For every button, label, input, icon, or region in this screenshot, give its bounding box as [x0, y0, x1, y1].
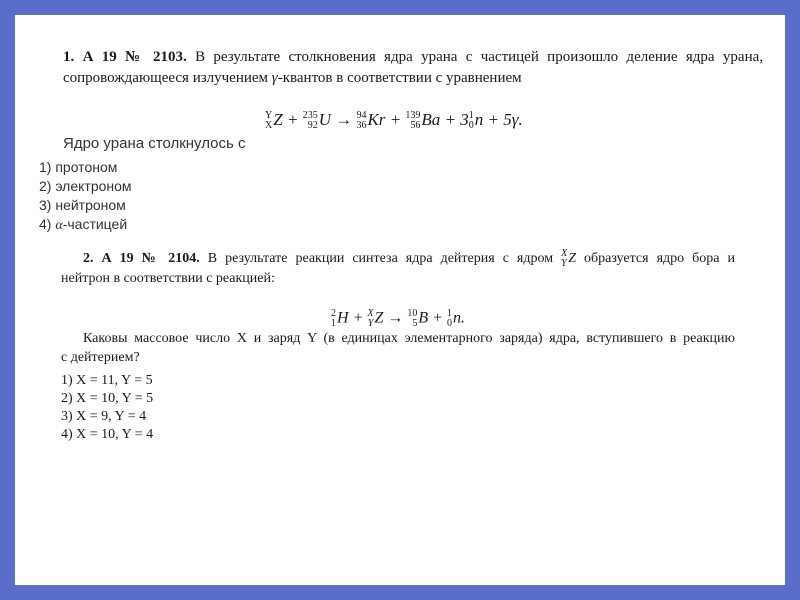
q1-eq-plus1: + — [282, 110, 303, 129]
q1-text-line2 — [63, 68, 522, 88]
q1-alpha-symbol: α — [55, 218, 63, 233]
q1-eq-n-indices — [469, 111, 474, 131]
q2-text-part2: образуется ядро бора и — [576, 251, 735, 267]
q2-eq-arrow: → — [383, 309, 408, 327]
q2-text-line1 — [83, 249, 735, 269]
q1-eq-n-bot: 0 — [468, 120, 474, 132]
q2-text-part1: В результате реакции синтеза ядра дейтерия с ядром — [207, 251, 562, 267]
q1-eq-z-indices — [265, 111, 272, 131]
q2-nucleus-sym: Z — [568, 251, 576, 267]
q2-eq-b-indices — [407, 309, 417, 329]
document-page — [15, 15, 785, 585]
q1-eq-kr-top: 94 — [356, 110, 367, 122]
q1-answer-4-text: -частицей — [62, 216, 128, 232]
q1-answers — [39, 158, 132, 235]
q1-answer-1: 1) протоном — [39, 159, 118, 175]
q2-eq-plus1: + — [348, 309, 368, 327]
q2-prompt-line2: с дейтерием? — [61, 350, 140, 365]
q1-eq-ba-top: 139 — [405, 110, 421, 122]
q1-text-part2: сопровождающееся излучением — [63, 70, 272, 86]
q1-prompt: Ядро урана столкнулось с — [63, 135, 246, 152]
q1-answer-4-num: 4) — [39, 216, 56, 232]
q1-eq-kr-sym: Kr — [367, 110, 386, 129]
q1-equation — [265, 110, 523, 131]
q1-heading: 1. А 19 № 2103. — [63, 49, 187, 65]
q1-eq-plus3: + 3 — [440, 110, 469, 129]
q1-eq-ba-indices — [405, 111, 420, 131]
q2-eq-n-sym: n. — [452, 309, 465, 327]
q2-prompt-line1: Каковы массовое число X и заряд Y (в единицах элементарного заряда) ядра, вступившего в реакцию — [83, 331, 735, 346]
q2-heading: 2. А 19 № 2104. — [83, 251, 200, 267]
q1-eq-ba-sym: Ba — [421, 110, 441, 129]
q1-eq-z-bot: X — [265, 120, 273, 132]
q2-text-line2: нейтрон в соответствии с реакцией: — [61, 271, 275, 286]
q2-eq-z-top: X — [367, 308, 374, 319]
q2-nucleus-bot: Y — [561, 258, 567, 269]
q2-eq-h-top: 2 — [331, 308, 336, 319]
q2-equation — [331, 309, 465, 329]
q1-eq-u-bot: 92 — [307, 120, 318, 132]
q1-eq-plus2: + — [385, 110, 406, 129]
q1-eq-ba-bot: 56 — [410, 120, 421, 132]
q1-answer-2: 2) электроном — [39, 178, 132, 194]
q2-answer-3: 3) X = 9, Y = 4 — [61, 409, 147, 424]
q1-eq-u-top: 235 — [302, 110, 318, 122]
q2-eq-plus2: + — [428, 309, 447, 327]
q2-eq-n-top: 1 — [446, 308, 452, 319]
q2-eq-h-bot: 1 — [331, 318, 336, 329]
q2-eq-z-indices — [367, 309, 373, 329]
q1-gamma-symbol: γ — [271, 70, 278, 86]
q1-eq-u-sym: U — [318, 110, 331, 129]
q1-eq-kr-indices — [356, 111, 366, 131]
q1-eq-z-top: Y — [265, 110, 273, 122]
q1-answer-4 — [39, 215, 132, 235]
q1-eq-n-sym: n — [474, 110, 484, 129]
q2-nucleus-indices — [561, 249, 567, 269]
q1-text-part1: В результате столкновения ядра урана с частицей произошло деление ядра урана, — [195, 49, 764, 65]
q1-eq-n-top: 1 — [468, 110, 474, 122]
q1-text-line1 — [63, 47, 763, 67]
q2-answers — [61, 372, 153, 444]
q2-eq-h-sym: H — [337, 309, 349, 327]
q2-answer-2: 2) X = 10, Y = 5 — [61, 391, 154, 406]
q2-eq-b-sym: B — [418, 309, 429, 327]
q2-eq-h-indices — [331, 309, 336, 329]
q1-eq-tail: + 5γ. — [483, 110, 523, 129]
q2-answer-4: 4) X = 10, Y = 4 — [61, 427, 154, 442]
q1-eq-z-sym: Z — [273, 110, 283, 129]
q2-eq-z-bot: Y — [367, 318, 374, 329]
q2-eq-z-sym: Z — [374, 309, 384, 327]
q1-text-part3: -квантов в соответствии с уравнением — [277, 70, 522, 86]
q2-answer-1: 1) X = 11, Y = 5 — [61, 373, 153, 388]
q2-nucleus-top: X — [561, 248, 568, 259]
q2-eq-b-bot: 5 — [412, 318, 418, 329]
q1-answer-3: 3) нейтроном — [39, 197, 126, 213]
q2-eq-n-indices — [447, 309, 452, 329]
q1-eq-u-indices — [303, 111, 318, 131]
q1-eq-kr-bot: 36 — [356, 120, 367, 132]
q2-eq-b-top: 10 — [407, 308, 418, 319]
q1-eq-arrow: → — [330, 110, 357, 129]
q2-eq-n-bot: 0 — [446, 318, 452, 329]
